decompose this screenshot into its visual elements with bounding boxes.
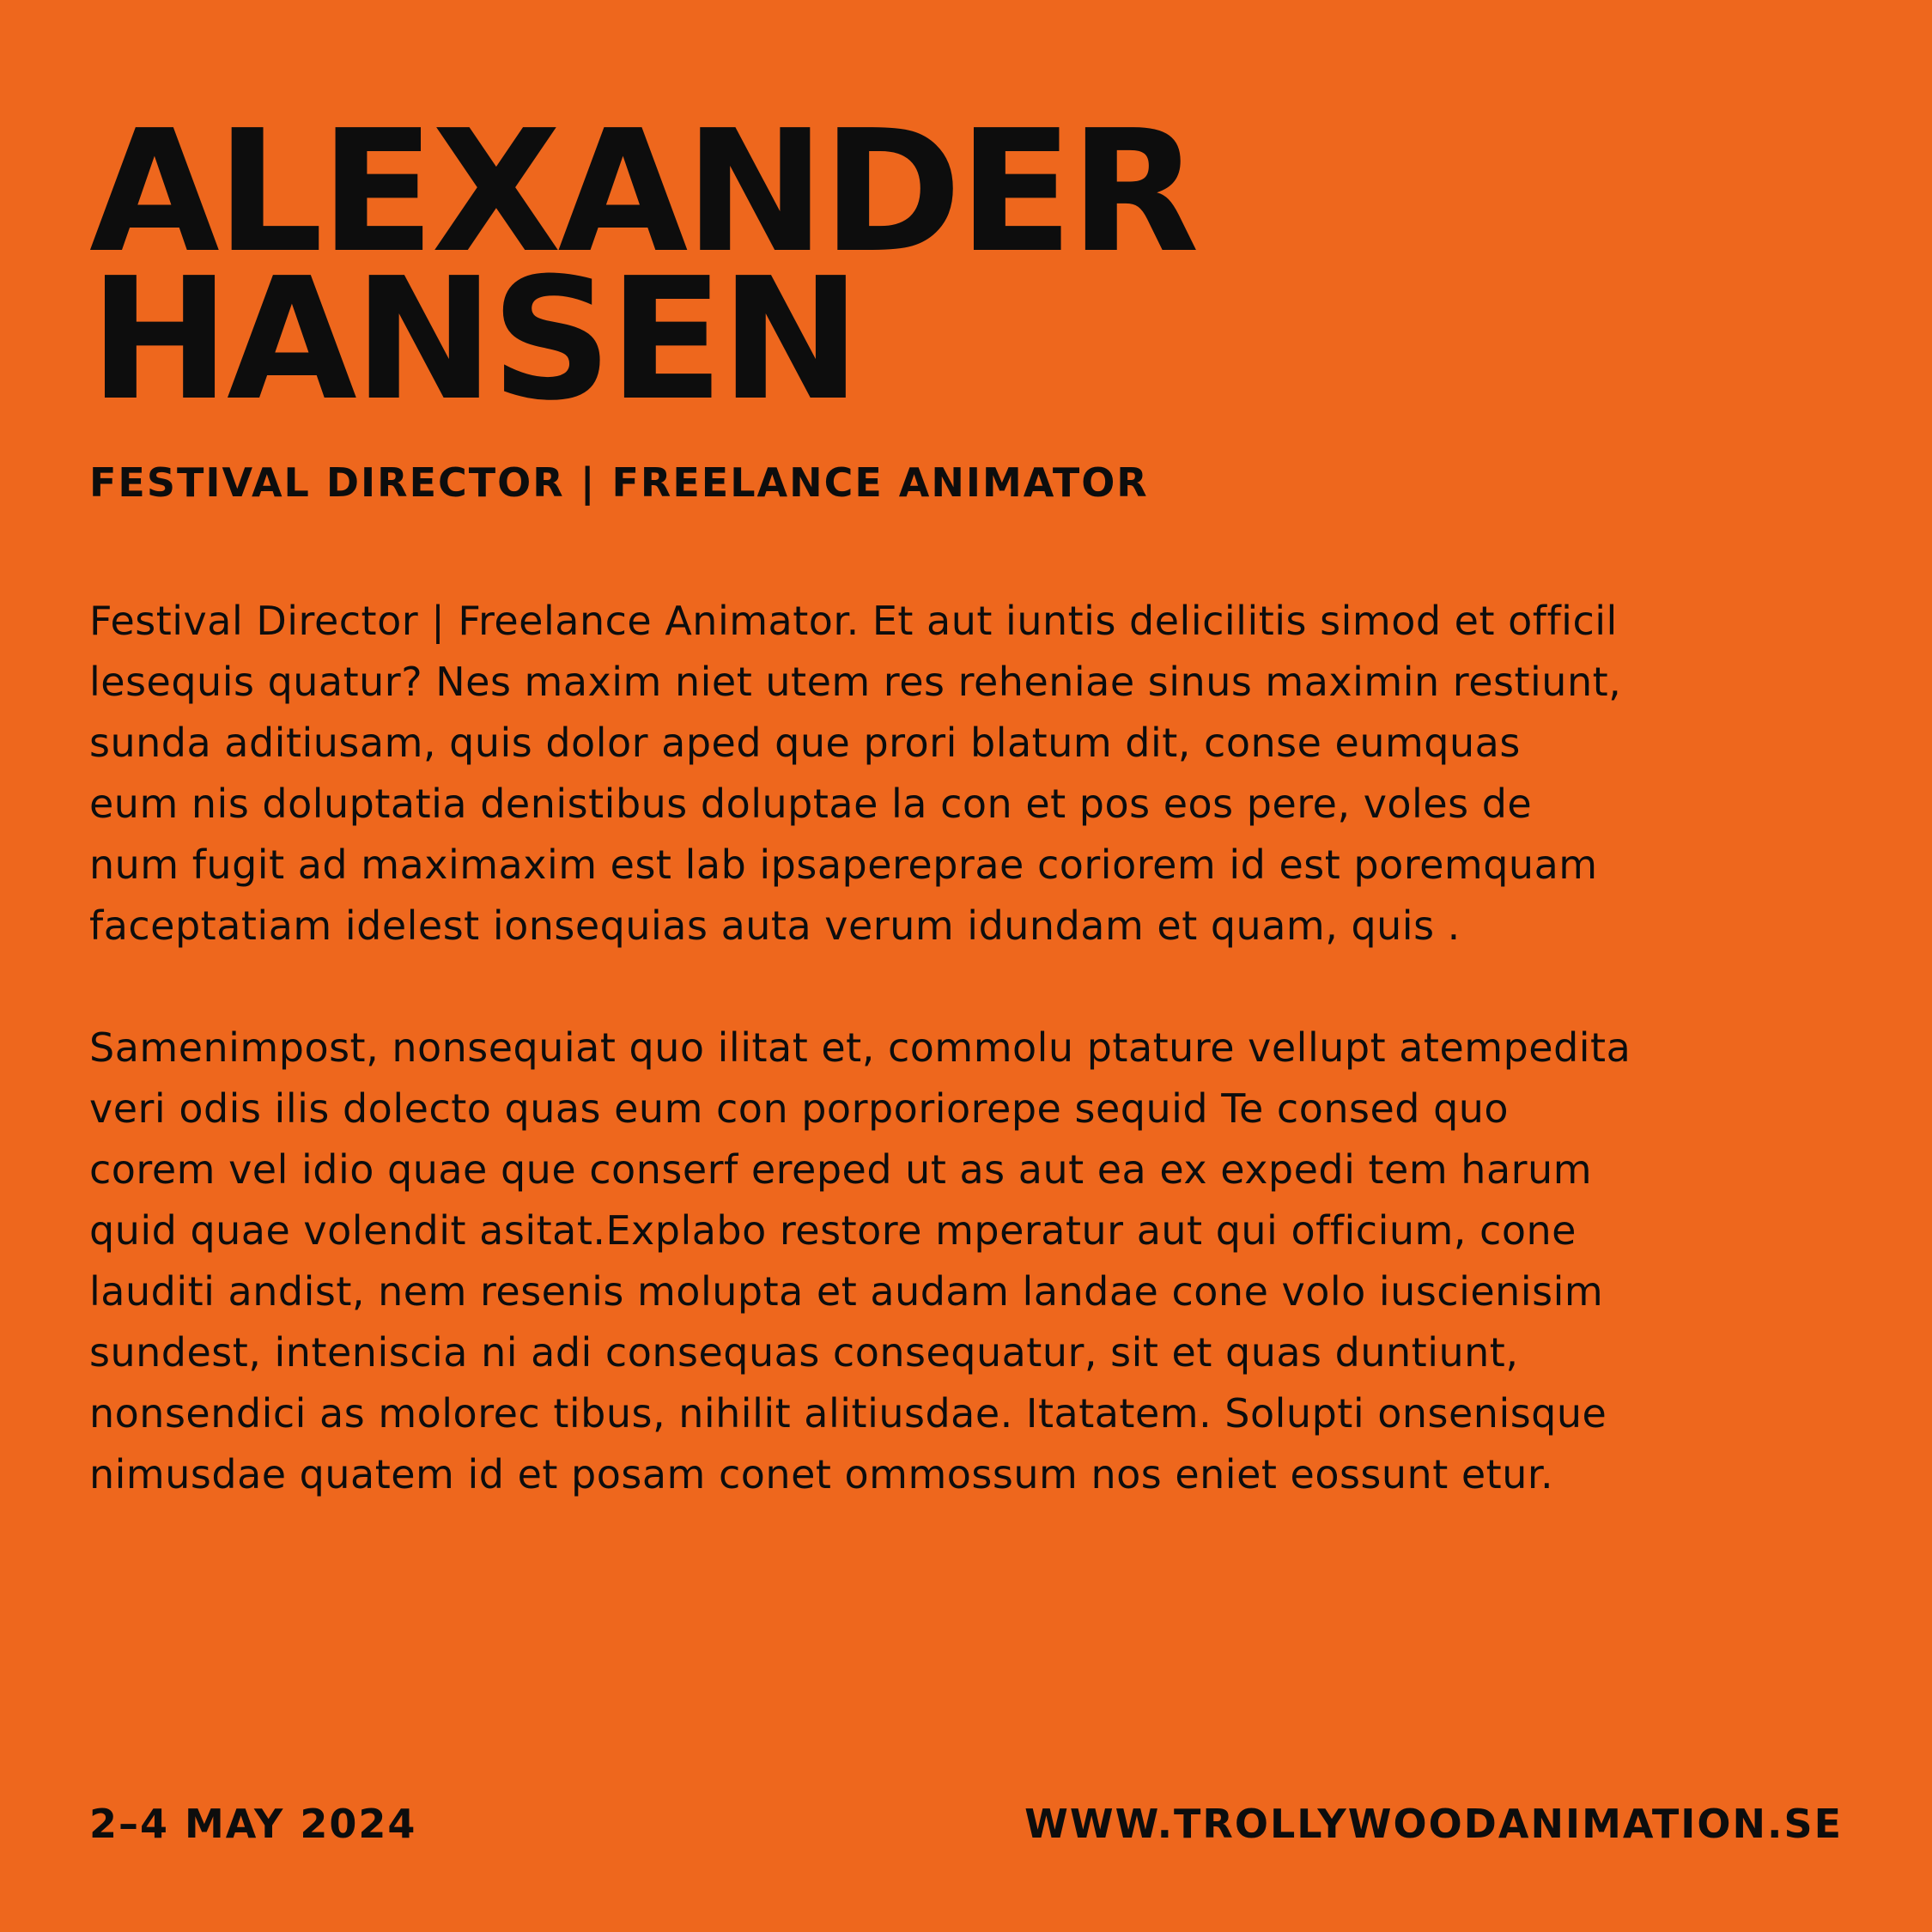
name-line-first: ALEXANDER xyxy=(89,94,1196,290)
bio-line: eum nis doluptatia denistibus doluptae la con et pos eos pere, voles de xyxy=(89,781,1533,827)
bio-line: corem vel idio quae que conserf ereped ut as aut ea ex expedi tem harum xyxy=(89,1146,1593,1193)
bio-line: nonsendici as molorec tibus, nihilit alitiusdae. Itatatem. Solupti onsenisque xyxy=(89,1390,1607,1437)
name-line-last: HANSEN xyxy=(89,242,858,438)
bio-line: num fugit ad maximaxim est lab ipsapereprae coriorem id est poremquam xyxy=(89,841,1598,888)
bio-paragraph-2 xyxy=(89,1018,1850,1505)
role-subtitle: FESTIVAL DIRECTOR | FREELANCE ANIMATOR xyxy=(89,459,1149,506)
website-url[interactable]: WWW.TROLLYWOODANIMATION.SE xyxy=(1024,1801,1843,1847)
bio-line: nimusdae quatem id et posam conet ommossum nos eniet eossunt etur. xyxy=(89,1451,1554,1498)
bio-line: sundest, inteniscia ni adi consequas consequatur, sit et quas duntiunt, xyxy=(89,1329,1519,1376)
bio-paragraph-1 xyxy=(89,591,1850,957)
event-dates: 2–4 MAY 2024 xyxy=(89,1801,417,1847)
bio-line: quid quae volendit asitat.Explabo restore mperatur aut qui officium, cone xyxy=(89,1207,1577,1254)
bio-line: sunda aditiusam, quis dolor aped que prori blatum dit, conse eumquas xyxy=(89,720,1521,766)
bio-line: Festival Director | Freelance Animator. Et aut iuntis delicilitis simod et officil xyxy=(89,598,1618,644)
bio-line: Samenimpost, nonsequiat quo ilitat et, commolu ptature vellupt atempedita xyxy=(89,1024,1631,1071)
person-name xyxy=(89,94,1196,438)
bio-line: faceptatiam idelest ionsequias auta verum idundam et quam, quis . xyxy=(89,902,1461,949)
bio-line: lauditi andist, nem resenis molupta et audam landae cone volo iuscienisim xyxy=(89,1268,1604,1315)
bio-text xyxy=(89,591,1850,1566)
bio-line: veri odis ilis dolecto quas eum con porporiorepe sequid Te consed quo xyxy=(89,1085,1510,1132)
bio-line: lesequis quatur? Nes maxim niet utem res reheniae sinus maximin restiunt, xyxy=(89,659,1622,705)
